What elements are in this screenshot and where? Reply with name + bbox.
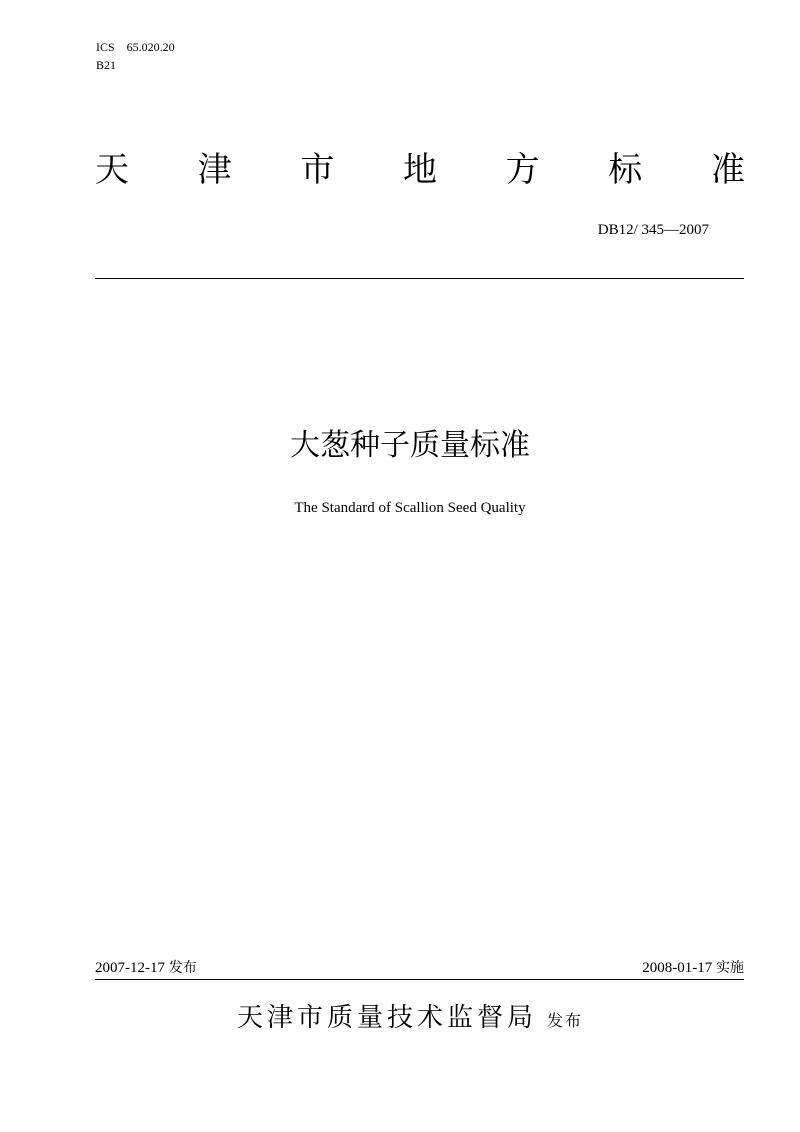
issuer-block: [0, 1000, 800, 1036]
header-title-char: 市: [300, 150, 335, 190]
implementation-label: 实施: [716, 960, 744, 976]
header-divider: [95, 278, 744, 279]
header-title-char: 天: [95, 150, 129, 190]
header-title-char: 津: [197, 150, 232, 190]
issuer-name: 天津市质量技术监督局: [236, 1003, 537, 1033]
issue-date: 2007-12-17: [95, 960, 165, 976]
standard-number: DB12/ 345—2007: [597, 222, 709, 238]
implementation-date-block: [642, 958, 744, 978]
header-title: [95, 148, 745, 192]
ics-code: ICS 65.020.20: [96, 40, 175, 54]
document-title: 大葱种子质量标准: [290, 428, 530, 463]
issuer-suffix: 发布: [547, 1011, 584, 1030]
classification-codes: [96, 38, 175, 74]
document-english-title: The Standard of Scallion Seed Quality: [294, 500, 526, 516]
ccs-code: B21: [96, 58, 117, 72]
header-title-char: 方: [505, 150, 540, 190]
header-title-char: 标: [608, 150, 643, 190]
issue-label: 发布: [168, 960, 197, 976]
footer-divider: [95, 979, 744, 980]
header-title-char: 地: [402, 150, 437, 190]
implementation-date: 2008-01-17: [642, 960, 713, 976]
header-title-char: 准: [710, 150, 745, 190]
issue-date-block: [95, 958, 197, 978]
